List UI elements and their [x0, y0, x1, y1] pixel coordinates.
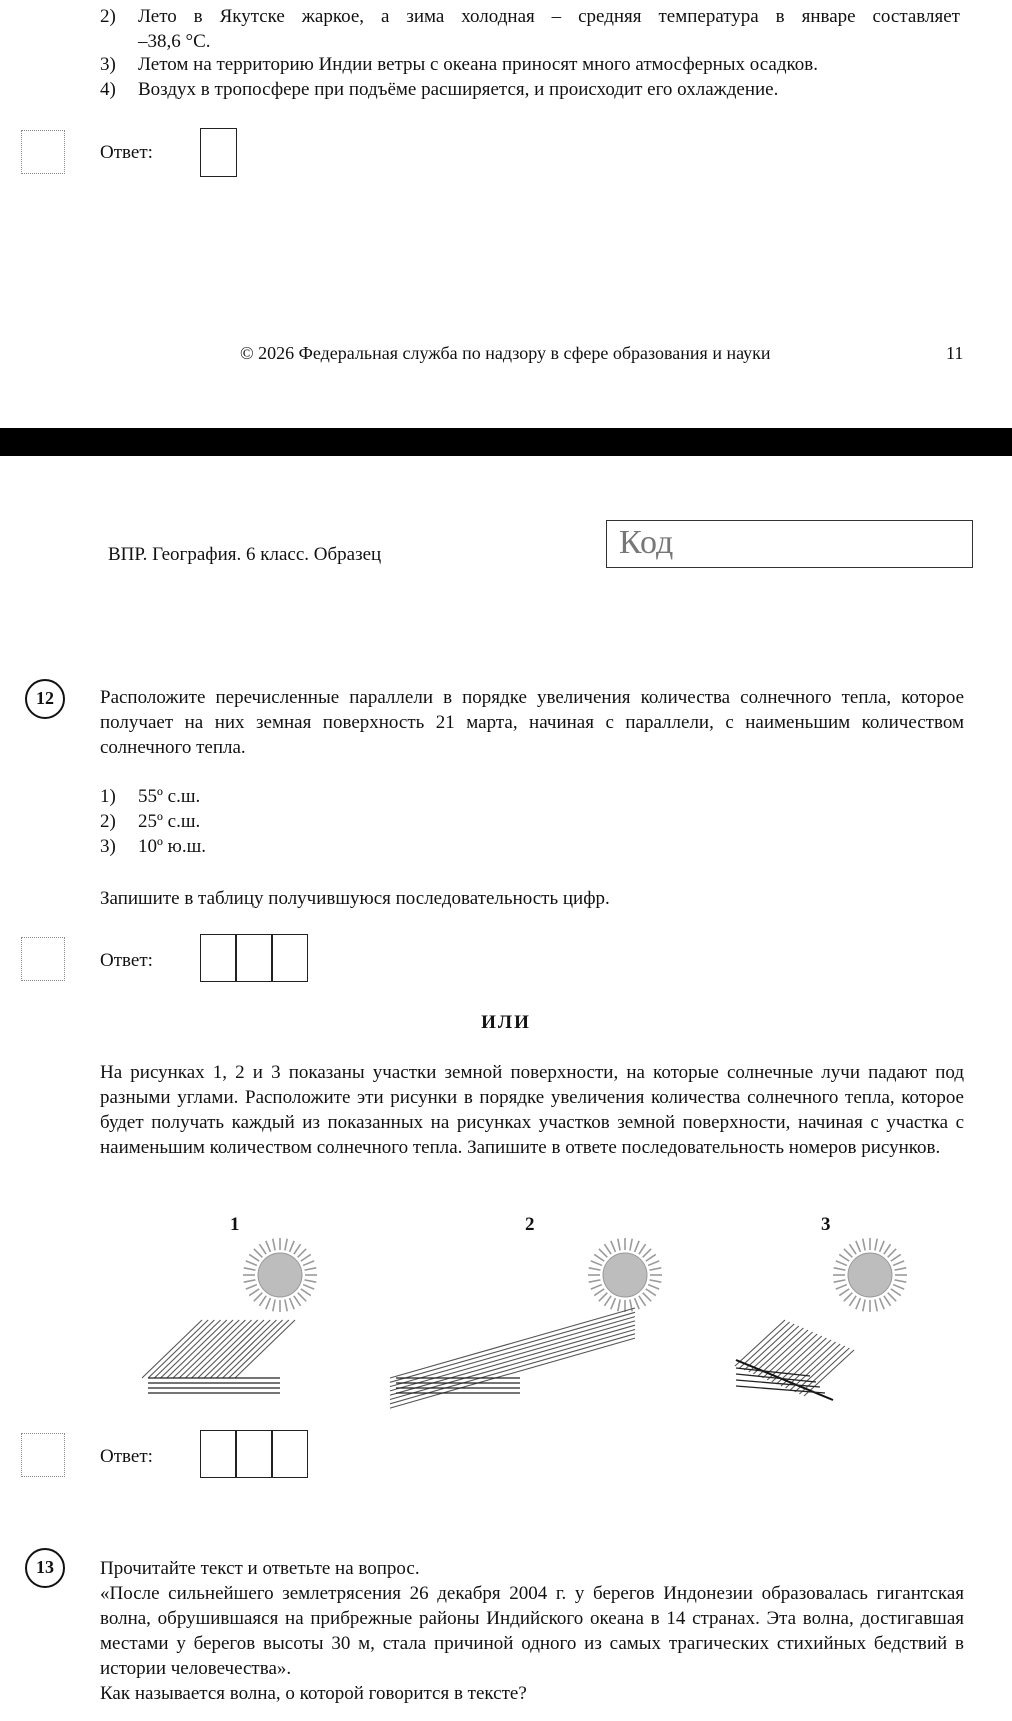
- answer-label: Ответ:: [100, 950, 153, 971]
- answer-cell-1[interactable]: [200, 934, 236, 982]
- score-box: [21, 130, 65, 174]
- option-text: 10º ю.ш.: [138, 836, 206, 857]
- task-number-badge: 13: [25, 1548, 65, 1588]
- option-text: Летом на территорию Индии ветры с океана приносят много атмосферных осадков.: [138, 54, 818, 75]
- task-instruction: Запишите в таблицу получившуюся последовательность цифр.: [100, 888, 610, 909]
- answer-cell[interactable]: [200, 128, 237, 177]
- answer-cell-2[interactable]: [236, 1430, 272, 1478]
- or-separator: ИЛИ: [481, 1012, 531, 1033]
- option-2: [100, 4, 960, 54]
- option-number: 2): [100, 811, 116, 832]
- answer-label: Ответ:: [100, 142, 153, 163]
- figure-label-2: 2: [525, 1214, 535, 1235]
- page-separator: [0, 428, 1012, 456]
- option-number: 2): [100, 6, 116, 27]
- option-number: 1): [100, 786, 116, 807]
- option-number: 3): [100, 54, 116, 75]
- task-question: Как называется волна, о которой говорится в тексте?: [100, 1683, 527, 1704]
- task-question: Расположите перечисленные параллели в порядке увеличения количества солнечного тепла, которое получает на них земная поверхность 21 марта, начиная с параллели, с наименьшим количеством солнечного тепла.: [100, 687, 964, 758]
- page-number: 11: [946, 343, 964, 363]
- sun-icon: [243, 1238, 317, 1312]
- option-4: [100, 77, 960, 102]
- option-text: Лето в Якутске жаркое, а зима холодная – средняя температура в январе составляет: [138, 6, 960, 27]
- option-number: 3): [100, 836, 116, 857]
- figure-label-3: 3: [821, 1214, 831, 1235]
- footer-copyright: © 2026 Федеральная служба по надзору в сфере образования и науки: [240, 343, 771, 363]
- option-number: 4): [100, 79, 116, 100]
- option-2: [100, 809, 400, 834]
- figure-label-1: 1: [230, 1214, 240, 1235]
- figure-1: [140, 1240, 300, 1415]
- task-intro: Прочитайте текст и ответьте на вопрос.: [100, 1558, 420, 1579]
- option-3: [100, 834, 400, 859]
- figure-3: [730, 1240, 930, 1415]
- ground-surface: [736, 1360, 833, 1400]
- task-alt-question: На рисунках 1, 2 и 3 показаны участки земной поверхности, на которые солнечные лучи падают под разными углами. Расположите эти рисунки в порядке увеличения количества солнечного тепла, которое будет получать каждый из показанных на рисунках участков земной поверхности, начиная с участка с наименьшим количеством солнечного тепла. Запишите в ответе последовательность номеров рисунков.: [100, 1062, 964, 1158]
- code-label: Код: [619, 524, 674, 561]
- option-text: Воздух в тропосфере при подъёме расширяется, и происходит его охлаждение.: [138, 79, 779, 100]
- answer-cell-3[interactable]: [272, 1430, 308, 1478]
- answer-cell-2[interactable]: [236, 934, 272, 982]
- option-text: 25º с.ш.: [138, 811, 201, 832]
- task-quote: «После сильнейшего землетрясения 26 декабря 2004 г. у берегов Индонезии образовалась гигантская волна, обрушившаяся на прибрежные районы Индийского океана в 14 странах. Эта волна, достигавшая местами у берегов высоты 30 м, стала причиной одного из самых трагических стихийных бедствий в истории человечества».: [100, 1583, 964, 1679]
- option-1: [100, 784, 400, 809]
- figure-2: [390, 1240, 670, 1415]
- option-3: [100, 52, 960, 77]
- page-header-title: ВПР. География. 6 класс. Образец: [108, 544, 382, 565]
- ground-surface: [148, 1378, 280, 1393]
- answer-cell-3[interactable]: [272, 934, 308, 982]
- answer-cell-1[interactable]: [200, 1430, 236, 1478]
- task-number-badge: 12: [25, 679, 65, 719]
- code-field[interactable]: [606, 520, 973, 568]
- answer-label: Ответ:: [100, 1446, 153, 1467]
- sun-icon: [588, 1238, 662, 1312]
- sun-rays: [142, 1320, 295, 1378]
- score-box: [21, 1433, 65, 1477]
- option-text-continuation: –38,6 °С.: [138, 31, 211, 52]
- sun-icon: [833, 1238, 907, 1312]
- score-box: [21, 937, 65, 981]
- option-text: 55º с.ш.: [138, 786, 201, 807]
